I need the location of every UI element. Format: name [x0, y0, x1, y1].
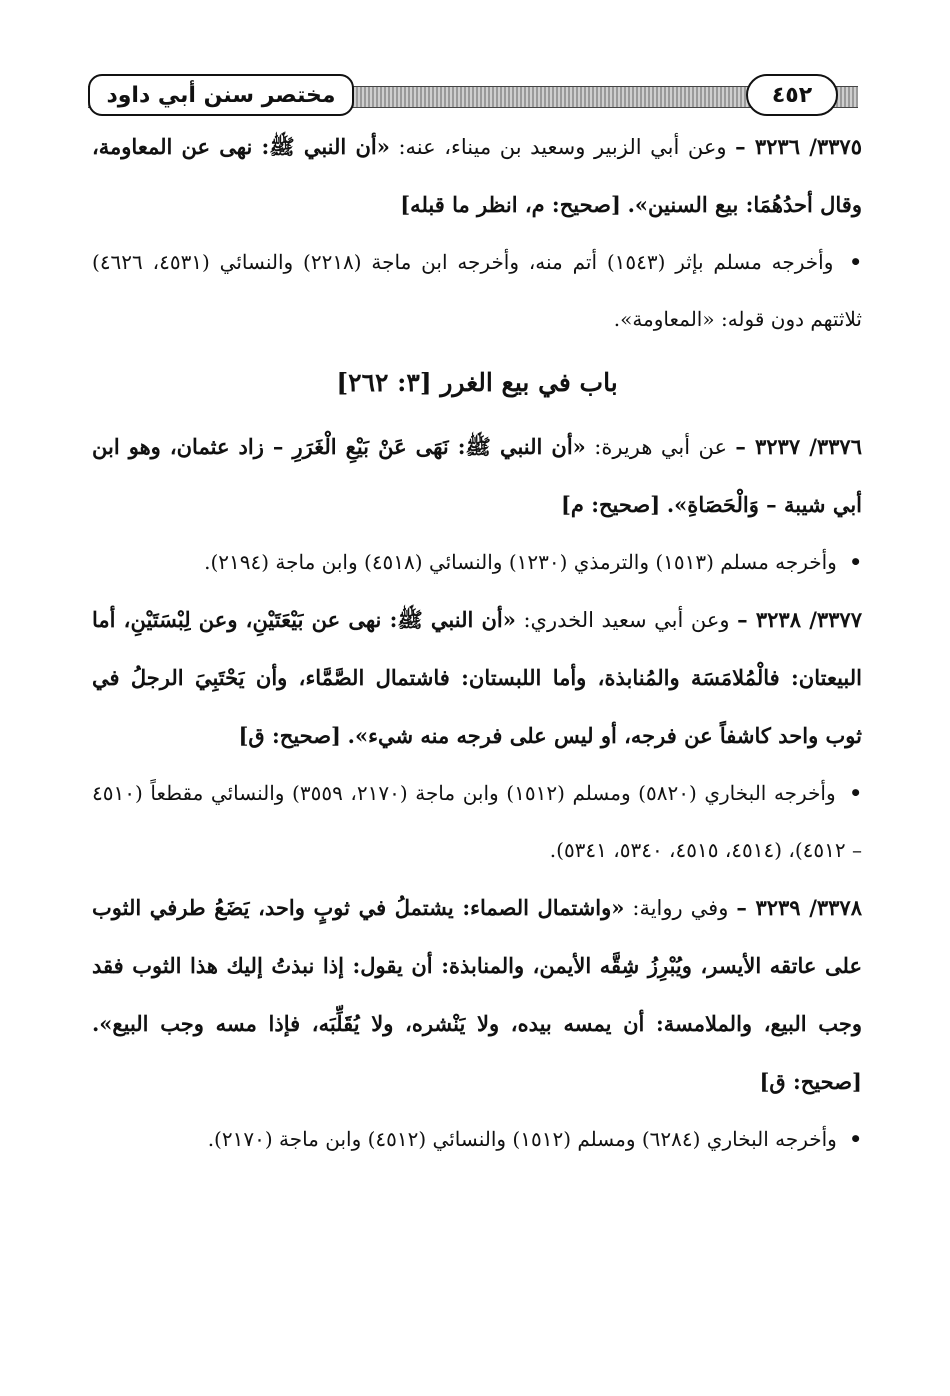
- hadith-entry: [92, 418, 862, 534]
- takhrij-note: [92, 765, 862, 879]
- hadith-text: «أن النبي ﷺ: نهى عن بَيْعَتَيْنِ، وعن لِبْسَتَيْنِ، أما البيعتان: فالْمُلامَسَة والمُنابذة، وأما اللبستان: فاشتمال الصَّمَّاء، وأن يَحْتَبِيَ الرجلُ في ثوب واحد كاشفاً عن فرجه، أو ليس على فرجه منه شيء».: [92, 607, 862, 748]
- hadith-number: ٣٣٧٨/ ٣٢٣٩ –: [736, 895, 862, 920]
- hadith-intro: وفي رواية:: [632, 896, 729, 920]
- hadith-intro: وعن أبي سعيد الخدري:: [523, 608, 730, 632]
- page-content: [92, 118, 862, 1168]
- hadith-grade: [صحيح: م، انظر ما قبله]: [400, 192, 621, 217]
- takhrij-text: وأخرجه البخاري (٦٢٨٤) ومسلم (١٥١٢) والنسائي (٤٥١٢) وابن ماجة (٢١٧٠).: [207, 1127, 837, 1151]
- book-title: مختصر سنن أبي داود: [88, 74, 354, 116]
- hadith-grade: [صحيح: م]: [560, 492, 661, 517]
- hadith-grade: [صحيح: ق]: [238, 723, 341, 748]
- hadith-text: «واشتمال الصماء: يشتملُ في ثوبٍ واحد، يَضَعُ طرفي الثوب على عاتقه الأيسر، ويُبْرِزُ شِقَّه الأيمن، والمنابذة: أن يقول: إذا نبذتُ إليك هذا الثوب فقد وجب البيع، والملامسة: أن يمسه بيده، ولا يَنْشره، ولا يُقَلِّبَه، فإذا مسه وجب البيع».: [92, 895, 862, 1036]
- hadith-number: ٣٣٧٦/ ٣٢٣٧ –: [735, 434, 862, 459]
- page-number: ٤٥٢: [746, 74, 838, 116]
- page-header: [88, 72, 858, 118]
- hadith-intro: وعن أبي الزبير وسعيد بن ميناء، عنه:: [398, 135, 727, 159]
- takhrij-text: وأخرجه مسلم (١٥١٣) والترمذي (١٢٣٠) والنسائي (٤٥١٨) وابن ماجة (٢١٩٤).: [204, 550, 837, 574]
- hadith-number: ٣٣٧٥/ ٣٢٣٦ –: [735, 134, 862, 159]
- hadith-text: «أن النبي ﷺ: نهى عن المعاومة، وقال أحدُهُمَا: بيع السنين».: [92, 134, 862, 217]
- hadith-entry: [92, 591, 862, 765]
- takhrij-note: [92, 234, 862, 348]
- hadith-entry: [92, 118, 862, 234]
- hadith-intro: عن أبي هريرة:: [594, 435, 727, 459]
- bullet-icon: •: [849, 250, 862, 274]
- hadith-text: «أن النبي ﷺ: نَهَى عَنْ بَيْعِ الْغَرَرِ – زاد عثمان، وهو ابن أبي شيبة – وَالْحَصَاةِ».: [92, 434, 862, 517]
- hadith-entry: [92, 879, 862, 1111]
- takhrij-note: [92, 1111, 862, 1168]
- hadith-number: ٣٣٧٧/ ٣٢٣٨ –: [737, 607, 862, 632]
- bullet-icon: •: [849, 550, 862, 574]
- bullet-icon: •: [849, 781, 863, 805]
- takhrij-text: وأخرجه البخاري (٥٨٢٠) ومسلم (١٥١٢) وابن ماجة (٢١٧٠، ٣٥٥٩) والنسائي مقطعاً (٤٥١٠ – ٤٥١٢)، (٤٥١٤، ٤٥١٥، ٥٣٤٠، ٥٣٤١).: [92, 781, 862, 862]
- takhrij-note: [92, 534, 862, 591]
- hadith-grade: [صحيح: ق]: [759, 1069, 862, 1094]
- bullet-icon: •: [849, 1127, 862, 1151]
- takhrij-text: وأخرجه مسلم بإثر (١٥٤٣) أتم منه، وأخرجه ابن ماجة (٢٢١٨) والنسائي (٤٥٣١، ٤٦٢٦) ثلاثتهم دون قوله: «المعاومة».: [92, 250, 862, 331]
- chapter-title: باب في بيع الغرر [٣: ٢٦٢]: [336, 368, 618, 397]
